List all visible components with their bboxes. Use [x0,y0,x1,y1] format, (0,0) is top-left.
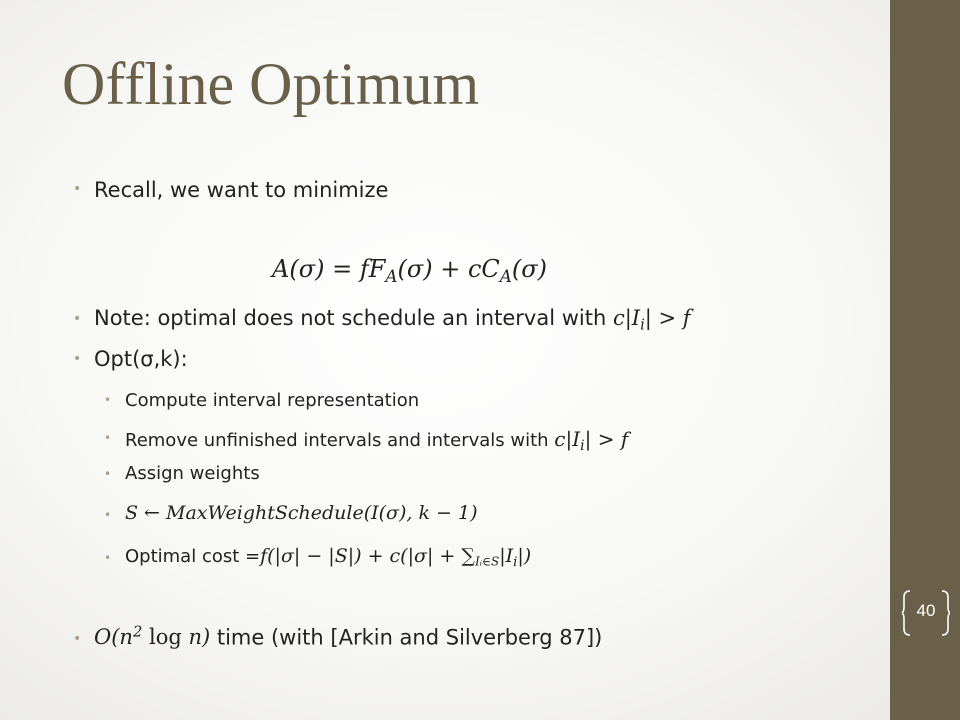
optimal-cost-label: Optimal cost = [125,546,261,567]
formula-mid: (σ) + [397,255,468,283]
bullet-marker-icon: • [73,181,82,197]
sub-item-weights-text: Assign weights [125,463,260,484]
bullet-complexity [94,624,602,649]
sub-item-schedule-math: S ← MaxWeightSchedule(I(σ), k − 1) [125,502,478,524]
formula-c: c [467,255,482,283]
complexity-math-log: log [142,625,189,650]
bullet-marker-icon: • [73,311,82,327]
formula-C-sub: A [499,266,512,287]
bullet-marker-icon: • [73,631,82,647]
sub-item-optimal-cost [125,545,531,570]
complexity-text: time (with [Arkin and Silverberg 87]) [210,625,603,650]
bullet-note-text: Note: optimal does not schedule an interval with [94,306,613,330]
sub-item-compute-text: Compute interval representation [125,390,420,411]
sub-item-remove [125,427,628,454]
sub-item-compute [125,390,419,411]
sub-item-remove-text: Remove unfinished intervals and intervals with [125,430,555,451]
optimal-cost-math [260,545,532,570]
cost-math-a: f(|σ| − |S|) + c(|σ| + ∑ [260,545,475,567]
page-number: 40 [916,601,936,620]
formula-f: f [359,255,369,283]
objective-formula [272,255,547,286]
bullet-opt-text: Opt(σ,k): [94,347,188,371]
sub-bullet-marker-icon: • [104,467,112,481]
formula-end: (σ) [511,255,548,283]
cost-math-sum-sub: Iᵢ∈S [474,554,500,569]
complexity-math-sup: 2 [132,624,143,641]
sub-item-remove-math [554,427,629,455]
cost-math-c: |) [517,545,532,567]
formula-F: F [368,255,386,283]
sub-bullet-marker-icon: • [104,393,112,407]
note-math-post: | > f [644,306,691,330]
bullet-note-math [612,306,691,334]
formula-F-sub: A [385,266,398,287]
cost-math-b-sub: i [513,554,518,570]
bullet-note [94,306,691,333]
complexity-math-pre: O(n [94,625,133,650]
bullet-recall-text: Recall, we want to minimize [94,178,389,202]
remove-math-pre: c|I [554,427,581,451]
complexity-math [94,625,210,649]
formula-C: C [481,255,500,283]
formula-lhs: A(σ) = [272,255,360,283]
bullet-recall [94,178,388,202]
sub-bullet-marker-icon: • [104,508,112,522]
bullet-opt [94,347,188,371]
note-math-sub: i [640,316,645,334]
cost-math-b: |I [499,545,514,567]
complexity-math-post: n) [188,625,211,650]
sub-bullet-marker-icon: • [104,551,112,565]
remove-math-sub: i [580,438,585,455]
remove-math-post: | > f [584,427,629,451]
sub-bullet-marker-icon: • [104,431,112,445]
bullet-marker-icon: • [73,351,82,367]
sub-item-schedule [125,502,478,524]
sub-item-weights [125,463,260,484]
note-math-pre: c|I [612,306,641,330]
slide-title: Offline Optimum [62,51,480,117]
